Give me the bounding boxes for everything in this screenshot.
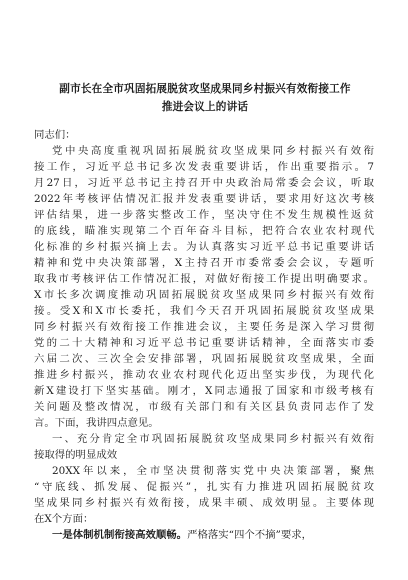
body-line: 的底线，瞄准实现第二个百年奋斗目标，把符合农业农村现代 xyxy=(34,225,374,237)
body-line: 月27日，习近平总书记主持召开中央政治局常委会会议，听取 xyxy=(34,177,374,189)
body-line: 同乡村振兴有效衔接工作推进会议，主要任务是深入学习贯彻 xyxy=(34,321,374,333)
body-line: 言。下面，我讲四点意见。 xyxy=(34,417,159,429)
body-line: 关问题及整改情况，市级有关部门和有关区县负责同志作了发 xyxy=(34,401,374,413)
body-line: 接。受X和X市长委托，我们今天召开巩固拓展脱贫攻坚成果 xyxy=(34,305,374,317)
subsection-text: 严格落实“四个不摘”要求， xyxy=(187,529,312,541)
body-line: 在X个方面： xyxy=(34,513,94,525)
body-line: 坚成果同乡村振兴有效衔接，成果丰硕、成效明显。主要体现 xyxy=(34,497,374,509)
section-heading-line: 接取得的明显成效 xyxy=(34,449,118,461)
body-line: 党的二十大精神和习近平总书记重要讲话精神，全面落实市委 xyxy=(34,337,374,349)
body-line: “守底线、抓发展、促振兴”，扎实有力推进巩固拓展脱贫攻 xyxy=(34,481,374,493)
body-line: 六届二次、三次全会安排部署，巩固拓展脱贫攻坚成果，全面 xyxy=(34,353,374,365)
document-title-line-2: 推进会议上的讲话 xyxy=(161,101,249,113)
body-line: 化标准的乡村振兴摘上去。为认真落实习近平总书记重要讲话 xyxy=(34,241,374,253)
body-line: X市长多次调度推动巩固拓展脱贫攻坚成果同乡村振兴有效衔 xyxy=(34,289,374,301)
body-line: 评估结果，进一步落实整改工作，坚决守住不发生规模性返贫 xyxy=(34,209,374,221)
body-line: 新X建设打下坚实基础。刚才，X同志通报了国家和市级考核有 xyxy=(34,385,374,397)
body-line: 精神和党中央决策部署，X主持召开市委常委会会议，专题听 xyxy=(34,257,374,269)
body-line: 推进乡村振兴，推动农业农村现代化迈出坚实步伐，为现代化 xyxy=(34,369,374,381)
body-line: 取我市考核评估工作情况汇报，对做好衔接工作提出明确要求。 xyxy=(34,273,374,285)
body-line: 接工作，习近平总书记多次发表重要讲话，作出重要指示。7 xyxy=(34,161,374,173)
salutation: 同志们： xyxy=(34,129,76,141)
document-title-line-1: 副市长在全市巩固拓展脱贫攻坚成果同乡村振兴有效衔接工作 xyxy=(59,83,351,95)
section-heading-line: 一、充分肯定全市巩固拓展脱贫攻坚成果同乡村振兴有效衔 xyxy=(52,433,374,445)
body-line: 20XX年以来，全市坚决贯彻落实党中央决策部署，聚焦 xyxy=(52,465,374,477)
body-line: 2022年考核评估情况汇报并发表重要讲话，要求用好这次考核 xyxy=(34,193,374,205)
subsection-heading: 一是体制机制衔接高效顺畅。 xyxy=(52,529,188,541)
body-line: 党中央高度重视巩固拓展脱贫攻坚成果同乡村振兴有效衔 xyxy=(52,145,374,157)
subsection-line xyxy=(52,527,374,543)
